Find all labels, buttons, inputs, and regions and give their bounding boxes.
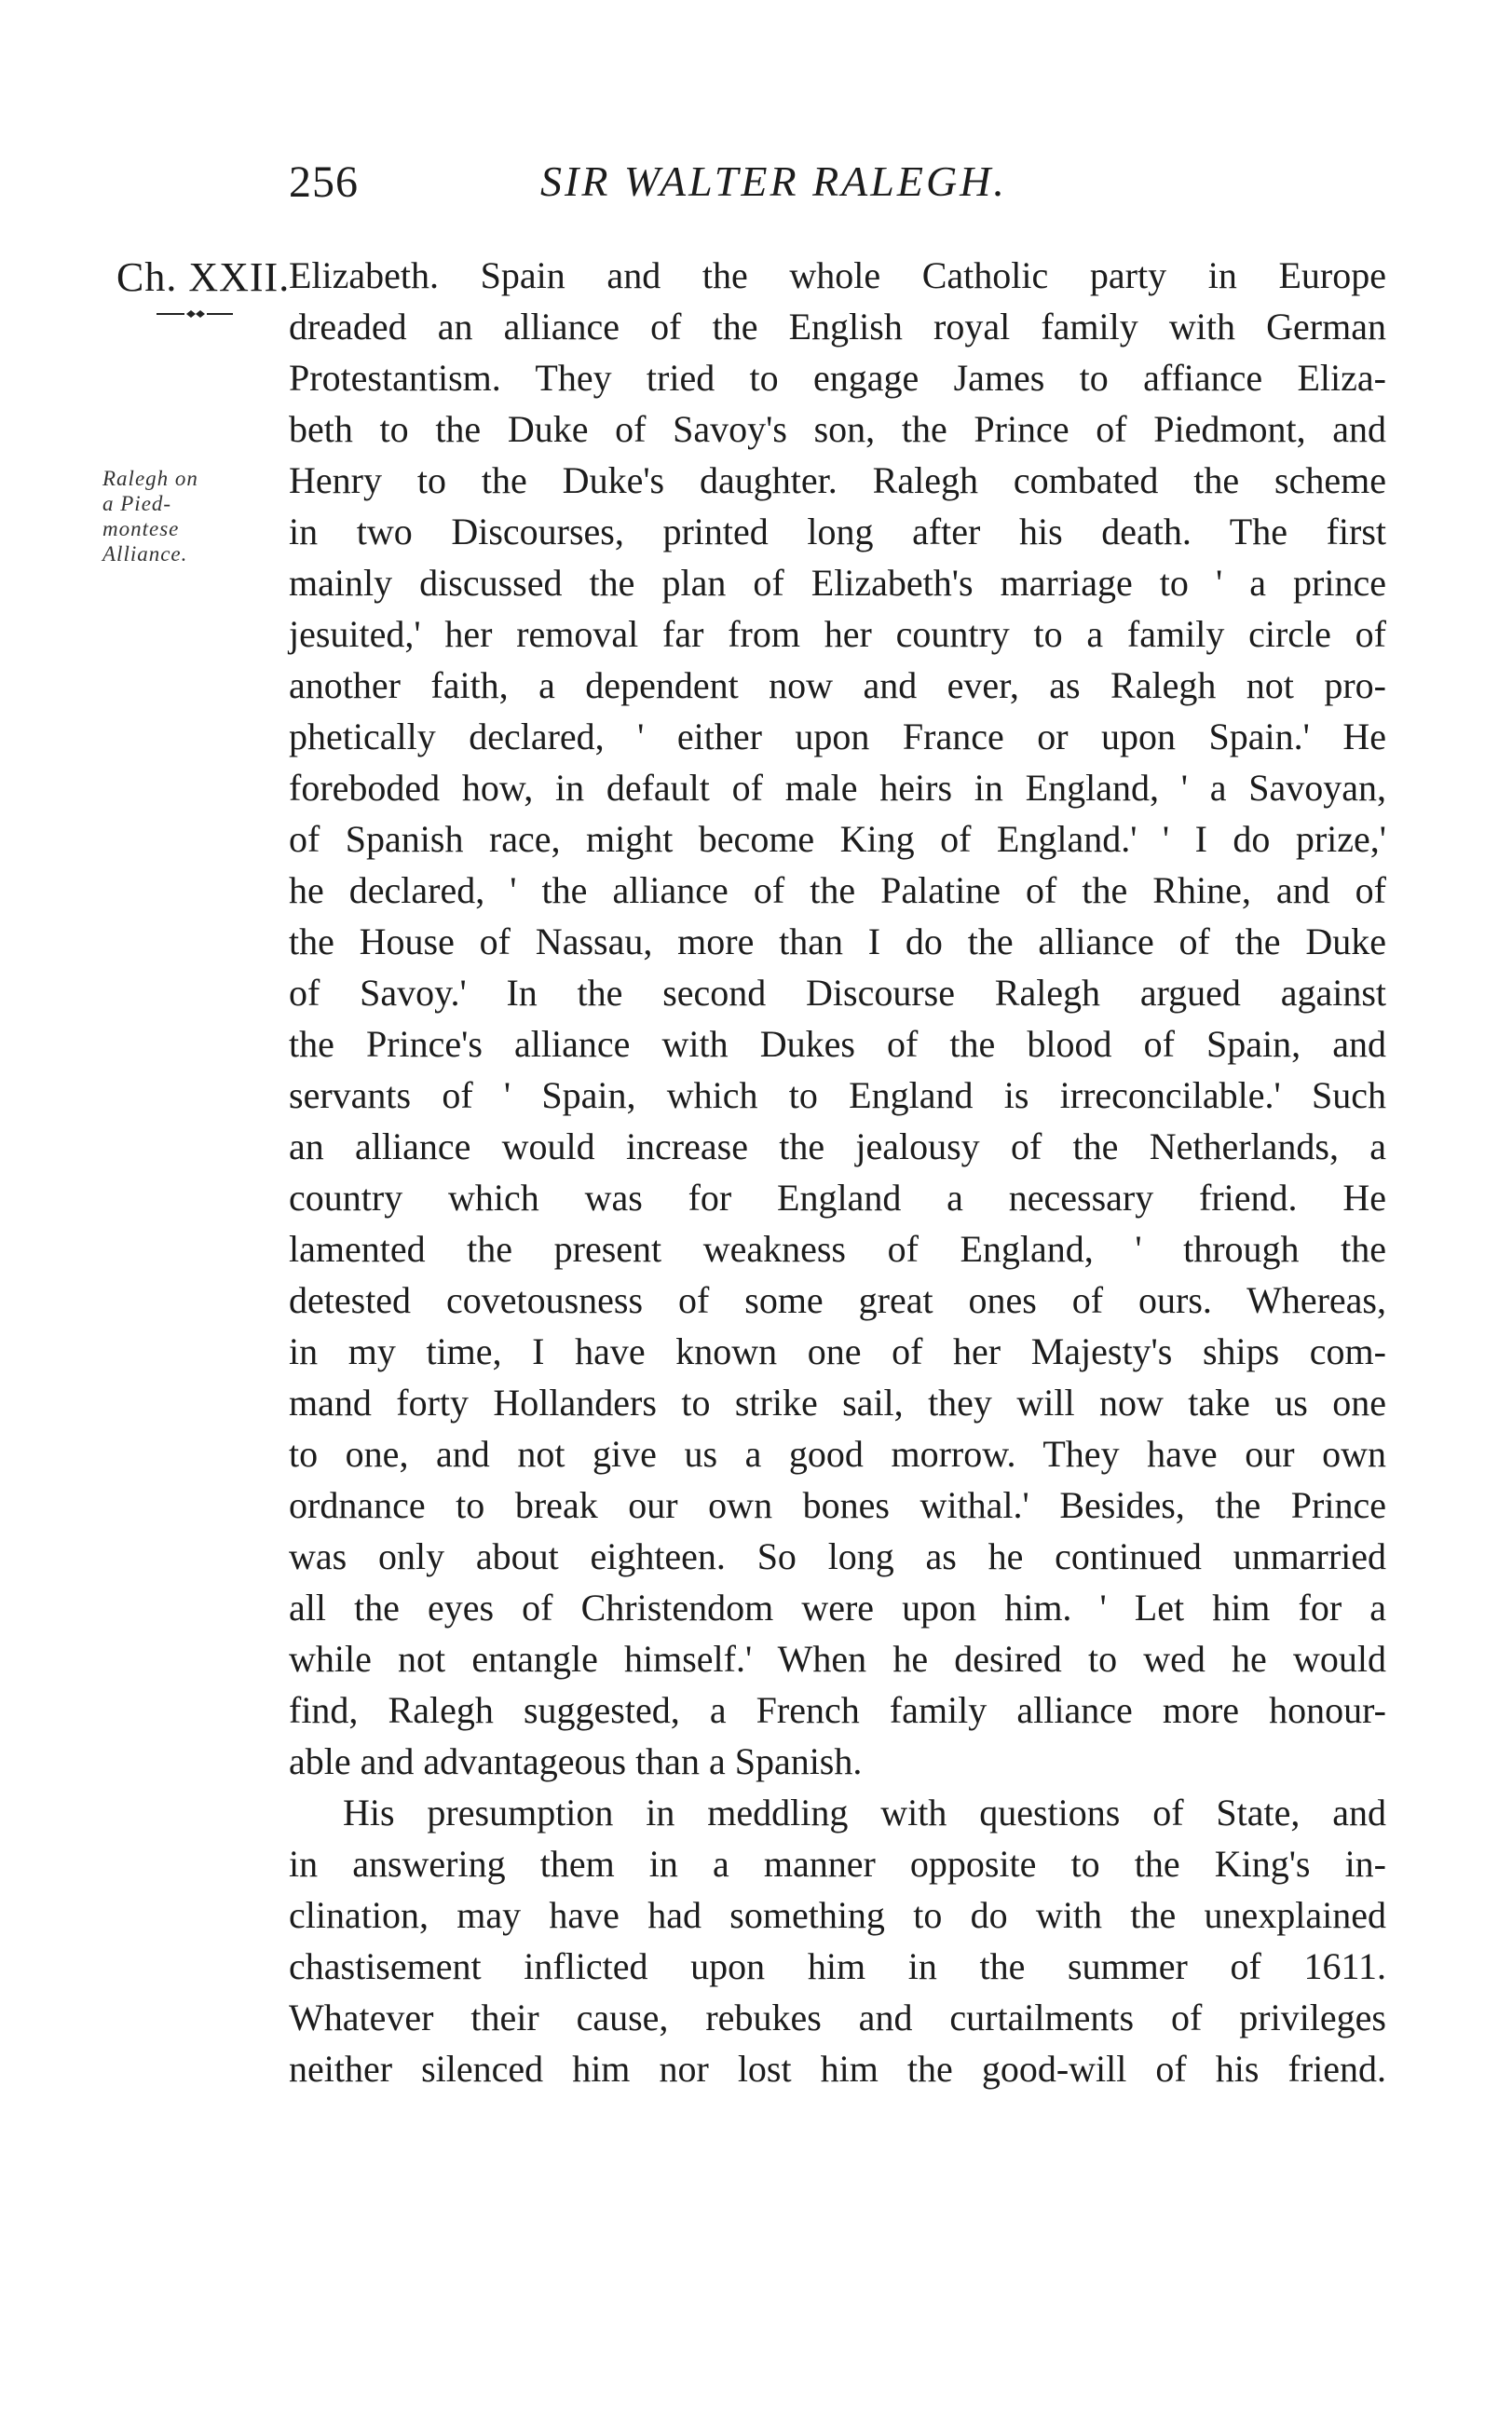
text-line: dreaded an alliance of the English royal family with German [289, 306, 1386, 348]
text-line: country which was for England a necessary friend. He [289, 1177, 1386, 1219]
text-line: phetically declared, ' either upon France or upon Spain.' He [289, 716, 1386, 757]
text-line: of Savoy.' In the second Discourse Ralegh argued against [289, 972, 1386, 1014]
text-line: detested covetousness of some great ones of ours. Whereas, [289, 1279, 1386, 1321]
text-line: lamented the present weakness of England, ' through the [289, 1228, 1386, 1270]
text-line: Henry to the Duke's daughter. Ralegh combated the scheme [289, 459, 1386, 501]
text-line: mand forty Hollanders to strike sail, they will now take us one [289, 1382, 1386, 1424]
text-line: he declared, ' the alliance of the Palatine of the Rhine, and of [289, 869, 1386, 911]
text-line: of Spanish race, might become King of England.' ' I do prize,' [289, 818, 1386, 860]
sidenote-line: Alliance. [102, 542, 188, 566]
text-line: another faith, a dependent now and ever, as Ralegh not pro- [289, 664, 1386, 706]
text-line: clination, may have had something to do with the unexplained [289, 1894, 1386, 1936]
page-number: 256 [289, 157, 359, 207]
text-line: chastisement inflicted upon him in the summer of 1611. [289, 1945, 1386, 1987]
sidenote-line: Ralegh on [102, 467, 198, 490]
text-line: ordnance to break our own bones withal.' Besides, the Prince [289, 1484, 1386, 1526]
running-head [289, 157, 1397, 212]
text-line: the House of Nassau, more than I do the alliance of the Duke [289, 920, 1386, 962]
text-line: jesuited,' her removal far from her country to a family circle of [289, 613, 1386, 655]
text-line: beth to the Duke of Savoy's son, the Prince of Piedmont, and [289, 408, 1386, 450]
chapter-ornament-icon [157, 307, 233, 320]
margin-sidenote [102, 466, 261, 566]
text-line: was only about eighteen. So long as he continued unmarried [289, 1535, 1386, 1577]
body-text [289, 250, 1386, 2094]
text-line: in my time, I have known one of her Majesty's ships com- [289, 1330, 1386, 1372]
text-line: Protestantism. They tried to engage James to affiance Eliza- [289, 357, 1386, 399]
text-line: while not entangle himself.' When he desired to wed he would [289, 1638, 1386, 1680]
sidenote-line: a Pied- [102, 492, 172, 515]
text-line: find, Ralegh suggested, a French family alliance more honour- [289, 1689, 1386, 1731]
chapter-label: Ch. XXII. [116, 254, 291, 300]
text-line: to one, and not give us a good morrow. They have our own [289, 1433, 1386, 1475]
text-line: neither silenced him nor lost him the good-will of his friend. [289, 2048, 1386, 2090]
text-line: Whatever their cause, rebukes and curtailments of privileges [289, 1997, 1386, 2038]
text-line: all the eyes of Christendom were upon him. ' Let him for a [289, 1587, 1386, 1629]
text-line: servants of ' Spain, which to England is irreconcilable.' Such [289, 1074, 1386, 1116]
text-line: in two Discourses, printed long after his death. The first [289, 511, 1386, 552]
text-line: foreboded how, in default of male heirs in England, ' a Savoyan, [289, 767, 1386, 809]
running-title: SIR WALTER RALEGH. [540, 157, 1007, 205]
text-line: an alliance would increase the jealousy of the Netherlands, a [289, 1125, 1386, 1167]
text-line: in answering them in a manner opposite to the King's in- [289, 1843, 1386, 1885]
sidenote-line: montese [102, 517, 180, 540]
text-line: mainly discussed the plan of Elizabeth's marriage to ' a prince [289, 562, 1386, 604]
text-line: Elizabeth. Spain and the whole Catholic party in Europe [289, 254, 1386, 296]
paragraph-first-line: His presumption in meddling with questions of State, and [343, 1792, 1386, 1834]
paragraph-last-line: able and advantageous than a Spanish. [289, 1740, 863, 1782]
text-line: the Prince's alliance with Dukes of the blood of Spain, and [289, 1023, 1386, 1065]
